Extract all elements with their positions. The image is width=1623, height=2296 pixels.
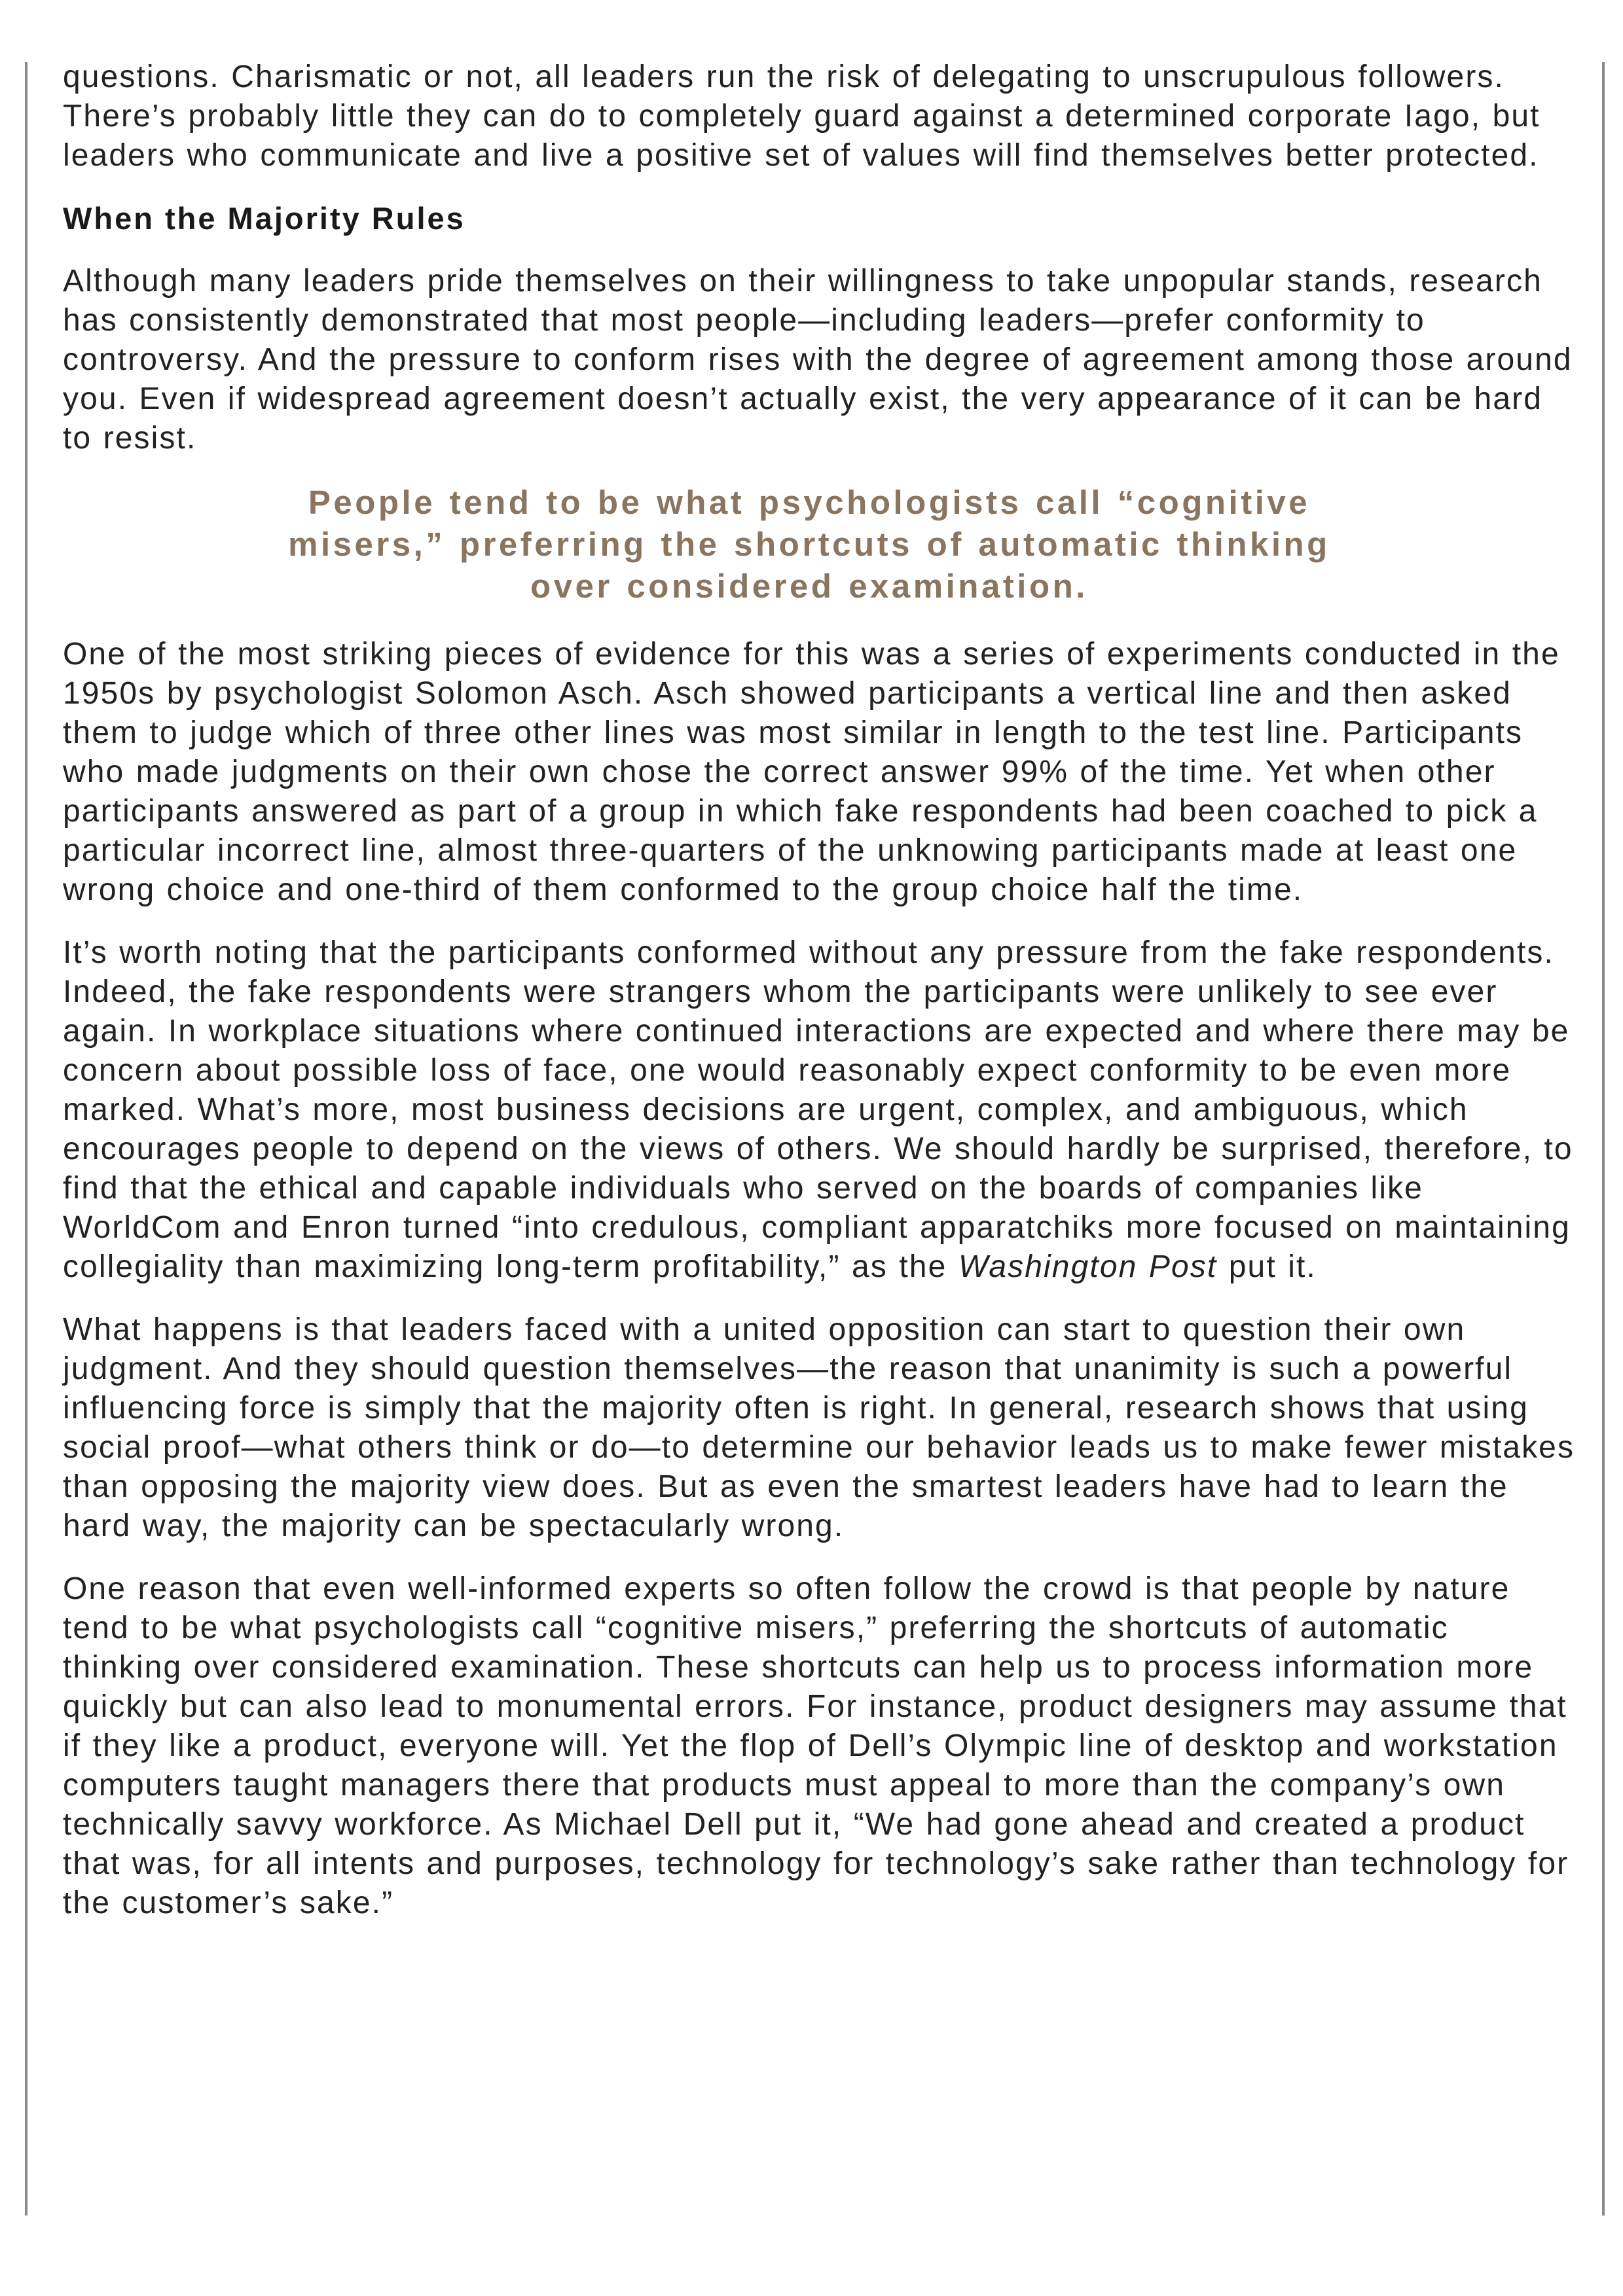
paragraph-5: What happens is that leaders faced with a united opposition can start to question their own judgment. And they should question themselves—the reason that unanimity is such a powerful influencing force is simply that the majority often is right. In general, research shows that using social proof—what others think or do—to determine our behavior leads us to make fewer mistakes than opposing the majority view does. But as even the smartest leaders have had to learn the hard way, the majority can be spectacularly wrong.	[63, 1312, 1575, 1543]
paragraph-4	[63, 933, 1575, 1287]
pull-quote-line-1: People tend to be what psychologists call “cognitive	[308, 484, 1311, 521]
article-body	[63, 58, 1575, 1946]
right-margin-rule	[1602, 62, 1605, 2215]
pull-quote-line-2: misers,” preferring the shortcuts of automatic thinking	[288, 526, 1330, 563]
pull-quote-line-3: over considered examination.	[530, 567, 1088, 605]
paragraph-3: One of the most striking pieces of evidence for this was a series of experiments conducted in the 1950s by psychologist Solomon Asch. Asch showed participants a vertical line and then asked them to judge which of three other lines was most similar in length to the test line. Participants who made judgments on their own chose the correct answer 99% of the time. Yet when other participants answered as part of a group in which fake respondents had been coached to pick a particular incorrect line, almost three-quarters of the unknowing participants made at least one wrong choice and one-third of them conformed to the group choice half the time.	[63, 637, 1560, 907]
pull-quote	[63, 482, 1575, 607]
paragraph-2: Although many leaders pride themselves on their willingness to take unpopular stands, research has consistently demonstrated that most people—including leaders—prefer conformity to controversy. And the pressure to conform rises with the degree of agreement among those around you. Even if widespread agreement doesn’t actually exist, the very appearance of it can be hard to resist.	[63, 264, 1573, 456]
paragraph-6: One reason that even well-informed experts so often follow the crowd is that people by nature tend to be what psychologists call “cognitive misers,” preferring the shortcuts of automatic thinking over considered examination. These shortcuts can help us to process information more quickly but can also lead to monumental errors. For instance, product designers may assume that if they like a product, everyone will. Yet the flop of Dell’s Olympic line of desktop and workstation computers taught managers there that products must appeal to more than the company’s own technically savvy workforce. As Michael Dell put it, “We had gone ahead and created a product that was, for all intents and purposes, technology for technology’s sake rather than technology for the customer’s sake.”	[63, 1571, 1569, 1920]
paragraph-4-text: It’s worth noting that the participants conformed without any pressure from the fake respondents. Indeed, the fake respondents were strangers whom the participants were unlikely to see ever again. In workplace situations where continued interactions are expected and where there may be concern about possible loss of face, one would reasonably expect conformity to be even more marked. What’s more, most business decisions are urgent, complex, and ambiguous, which encourages people to depend on the views of others. We should hardly be surprised, therefore, to find that the ethical and capable individuals who served on the boards of companies like WorldCom and Enron turned “into credulous, compliant apparatchiks more focused on maintaining collegiality than maximizing long-term profitability,” as the	[63, 935, 1573, 1284]
section-heading: When the Majority Rules	[63, 201, 465, 236]
publication-name: Washington Post	[958, 1249, 1218, 1284]
paragraph-1: questions. Charismatic or not, all leaders run the risk of delegating to unscrupulous followers. There’s probably little they can do to completely guard against a determined corporate Iago, but leaders who communicate and live a positive set of values will find themselves better protected.	[63, 60, 1541, 173]
paragraph-4-end: put it.	[1217, 1249, 1317, 1284]
left-margin-rule	[25, 62, 27, 2215]
